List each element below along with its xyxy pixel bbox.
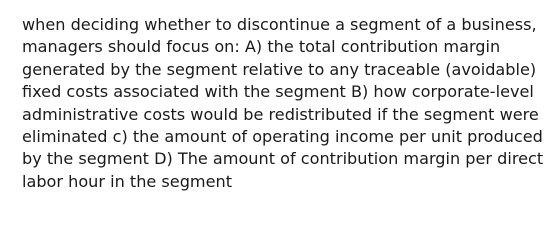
question-line: when deciding whether to discontinue a segment of a business, [22,15,537,34]
question-line: fixed costs associated with the segment B) how corporate-level [22,82,534,102]
question-line: managers should focus on: A) the total contribution margin [22,37,501,57]
question-line: generated by the segment relative to any traceable (avoidable) [22,59,537,79]
question-text [22,14,552,193]
question-line: by the segment D) The amount of contribution margin per direct [22,149,544,169]
question-line: eliminated c) the amount of operating income per unit produced [22,127,543,147]
question-line: labor hour in the segment [22,171,233,191]
question-line: administrative costs would be redistributed if the segment were [22,104,539,124]
